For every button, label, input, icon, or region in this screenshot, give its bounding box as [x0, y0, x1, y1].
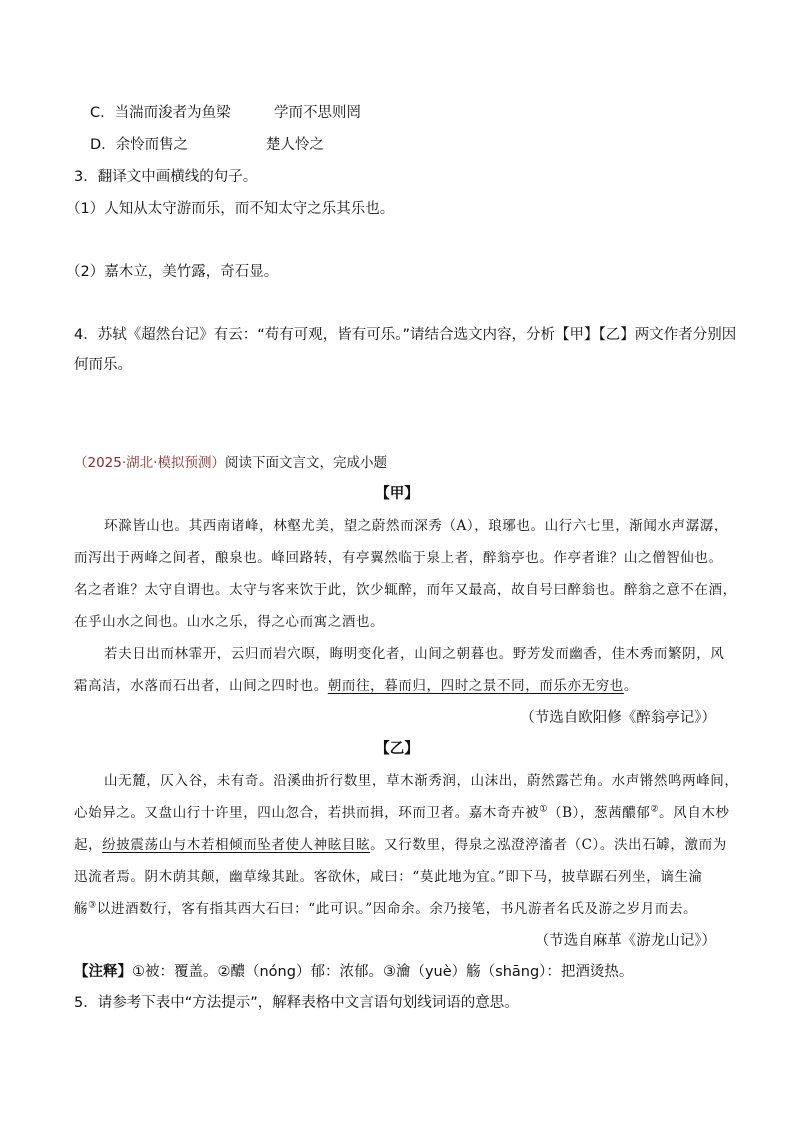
jia-line-5: 若夫日出而林霏开，云归而岩穴暝，晦明变化者，山间之朝暮也。野芳发而幽香，佳木秀而繁阴，风	[104, 646, 725, 662]
yi-line-2-end: 。风自木杪	[659, 805, 730, 821]
question-3-sentence-2: （2）嘉木立，美竹露，奇石显。	[66, 264, 279, 280]
option-c-sentence-b: 学而不思则罔	[274, 105, 361, 121]
jia-line-4: 在乎山水之间也。山水之乐，得之心而寓之酒也。	[74, 614, 385, 630]
note-marker-1: ①	[539, 804, 548, 815]
yi-underlined-sentence: 纷披震荡山与木若相倾而坠者使人神眩目眩	[102, 837, 371, 853]
yi-line-5-end: 以进酒数行，客有指其西大石曰：“此可识。”因命余。余乃接笔，书凡游者名氏及游之岁月而去。	[96, 901, 698, 917]
source-tag: （2025·湖北·模拟预测）	[74, 455, 225, 471]
question-4-line-1: 4．苏轼《超然台记》有云：“苟有可观，皆有可乐。”请结合选文内容，分析【甲】【乙】两文作者分别因	[74, 327, 737, 343]
yi-line-5	[74, 899, 697, 919]
option-c	[90, 103, 231, 123]
passage-yi-heading: 【乙】	[375, 741, 419, 757]
jia-line-6	[74, 676, 638, 696]
yi-line-5-start: 觞	[74, 901, 89, 917]
section-intro	[74, 453, 387, 473]
note-marker-2: ②	[650, 804, 660, 815]
option-c-label: C．	[90, 105, 115, 121]
jia-line-6-end: 。	[623, 678, 639, 694]
yi-line-4: 迅流者焉。阴木荫其颠，幽草缘其趾。客欲休，咸曰：“莫此地为宜。”即下马，披草踞石列坐，谪生淪	[74, 869, 703, 885]
option-d-sentence-b: 楚人怜之	[266, 137, 324, 153]
question-4-line-2: 何而乐。	[74, 357, 132, 373]
yi-line-1: 山无麓，仄入谷，未有奇。沿溪曲折行数里，草木渐秀润，山沫出，蔚然露芒角。水声锵然鸣两峰间，	[104, 773, 739, 789]
option-d-label: D．	[90, 137, 116, 153]
yi-line-3-start: 起，	[74, 837, 103, 853]
jia-underlined-sentence: 朝而往，暮而归，四时之景不同，而乐亦无穷也	[327, 678, 624, 694]
jia-line-1: 环滁皆山也。其西南诸峰，林壑尤美，望之蔚然而深秀（A），琅琊也。山行六七里，渐闻水声潺潺，	[104, 518, 728, 534]
yi-line-3	[74, 835, 727, 855]
annotations-label: 【注释】	[74, 964, 132, 980]
annotations	[74, 962, 633, 982]
jia-line-3: 名之者谁？太守自谓也。太守与客来饮于此，饮少辄醉，而年又最高，故自号曰醉翁也。醉翁之意不在酒，	[74, 582, 737, 598]
question-5-prompt: 5．请参考下表中“方法提示”，解释表格中文言语句划线词语的意思。	[74, 995, 519, 1011]
option-c-sentence-a: 当湍而浚者为鱼梁	[114, 105, 231, 121]
question-3-prompt: 3．翻译文中画横线的句子。	[74, 169, 258, 185]
yi-line-2-mid: （B），葱茜醲郁	[547, 805, 651, 821]
yi-line-2-start: 心始异之。又盘山行十许里，四山忽合，若拱而揖，环而卫者。嘉木奇卉被	[74, 805, 540, 821]
yi-line-2	[74, 803, 730, 823]
question-3-sentence-1: （1）人知从太守游而乐，而不知太守之乐其乐也。	[66, 201, 395, 217]
jia-line-6-start: 霜高洁，水落而石出者，山间之四时也。	[74, 678, 328, 694]
option-d-sentence-a: 余怜而售之	[115, 137, 189, 153]
jia-line-2: 而泻出于两峰之间者，酿泉也。峰回路转，有亭翼然临于泉上者，醉翁亭也。作亭者谁？山之僧智仙也。	[74, 550, 723, 566]
annotations-text: ①被：覆盖。②醲（nóng）郁：浓郁。③瀹（yuè）觞（shāng）：把酒烫热。	[132, 964, 634, 980]
section-instruction: 阅读下面文言文，完成小题	[224, 455, 387, 471]
passage-jia-heading: 【甲】	[375, 486, 419, 502]
yi-line-3-end: 。又行数里，得泉之泓澄渟滀者（C）。泆出石罅，激而为	[370, 837, 727, 853]
option-d	[90, 135, 188, 155]
yi-source: （节选自麻革《游龙山记》）	[534, 933, 716, 949]
jia-source: （节选自欧阳修《醉翁亭记》）	[520, 710, 716, 726]
note-marker-3: ③	[88, 900, 97, 911]
